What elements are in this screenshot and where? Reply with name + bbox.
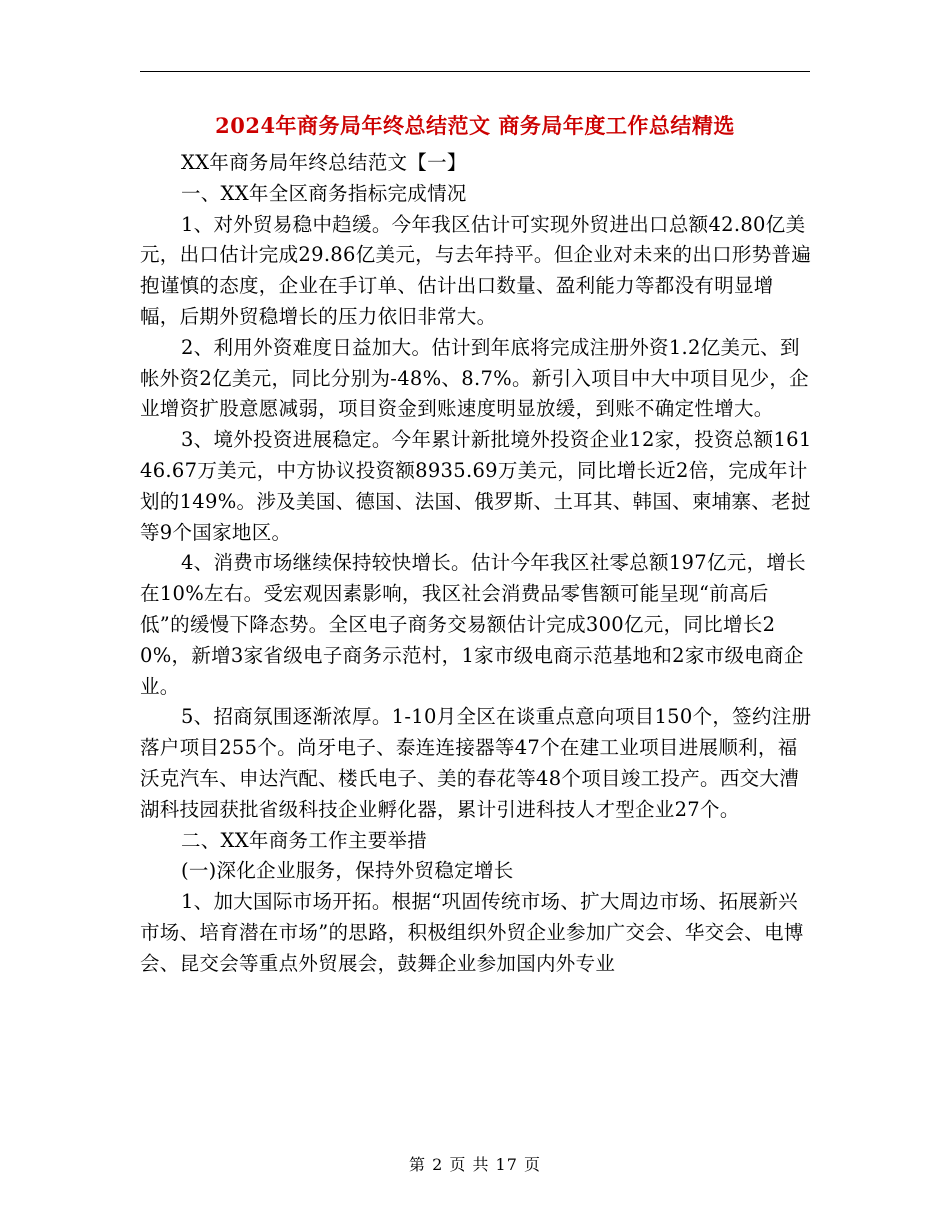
paragraph: 2、利用外资难度日益加大。估计到年底将完成注册外资1.2亿美元、到帐外资2亿美元，同比分别为-48%、8.7%。新引入项目中大中项目见少，企业增资扩股意愿减弱，项目资金到账速度明显放缓，到账不确定性增大。: [140, 335, 809, 421]
paragraph: 二、XX年商务工作主要举措: [180, 828, 428, 852]
paragraph: (一)深化企业服务，保持外贸稳定增长: [180, 859, 514, 883]
document-title: 2024年商务局年终总结范文 商务局年度工作总结精选: [215, 113, 735, 138]
paragraph: 1、对外贸易稳中趋缓。今年我区估计可实现外贸进出口总额42.80亿美元，出口估计完成29.86亿美元，与去年持平。但企业对未来的出口形势普遍抱谨慎的态度，企业在手订单、估计出口数量、盈利能力等都没有明显增幅，后期外贸稳增长的压力依旧非常大。: [140, 212, 812, 328]
document-body: [140, 148, 812, 980]
paragraph: XX年商务局年终总结范文【一】: [180, 151, 467, 174]
paragraph: 3、境外投资进展稳定。今年累计新批境外投资企业12家，投资总额16146.67万美元，中方协议投资额8935.69万美元，同比增长近2倍，完成年计划的149%。涉及美国、德国、法国、俄罗斯、土耳其、韩国、柬埔寨、老挝等9个国家地区。: [140, 428, 812, 544]
paragraph: 一、XX年全区商务指标完成情况: [180, 181, 467, 205]
paragraph: 4、消费市场继续保持较快增长。估计今年我区社零总额197亿元，增长在10%左右。受宏观因素影响，我区社会消费品零售额可能呈现“前高后低”的缓慢下降态势。全区电子商务交易额估计完成300亿元，同比增长20%，新增3家省级电子商务示范村，1家市级电商示范基地和2家市级电商企业。: [140, 551, 806, 698]
paragraph: 5、招商氛围逐渐浓厚。1-10月全区在谈重点意向项目150个，签约注册落户项目255个。尚牙电子、泰连连接器等47个在建工业项目进展顺利，福沃克汽车、申达汽配、楼氏电子、美的春花等48个项目竣工投产。西交大漕湖科技园获批省级科技企业孵化器，累计引进科技人才型企业27个。: [140, 705, 812, 821]
page-number: 第 2 页 共 17 页: [409, 1155, 541, 1174]
header-rule: [140, 71, 810, 72]
paragraph: 1、加大国际市场开拓。根据“巩固传统市场、扩大周边市场、拓展新兴市场、培育潜在市场”的思路，积极组织外贸企业参加广交会、华交会、电博会、昆交会等重点外贸展会，鼓舞企业参加国内外专业: [140, 890, 804, 975]
